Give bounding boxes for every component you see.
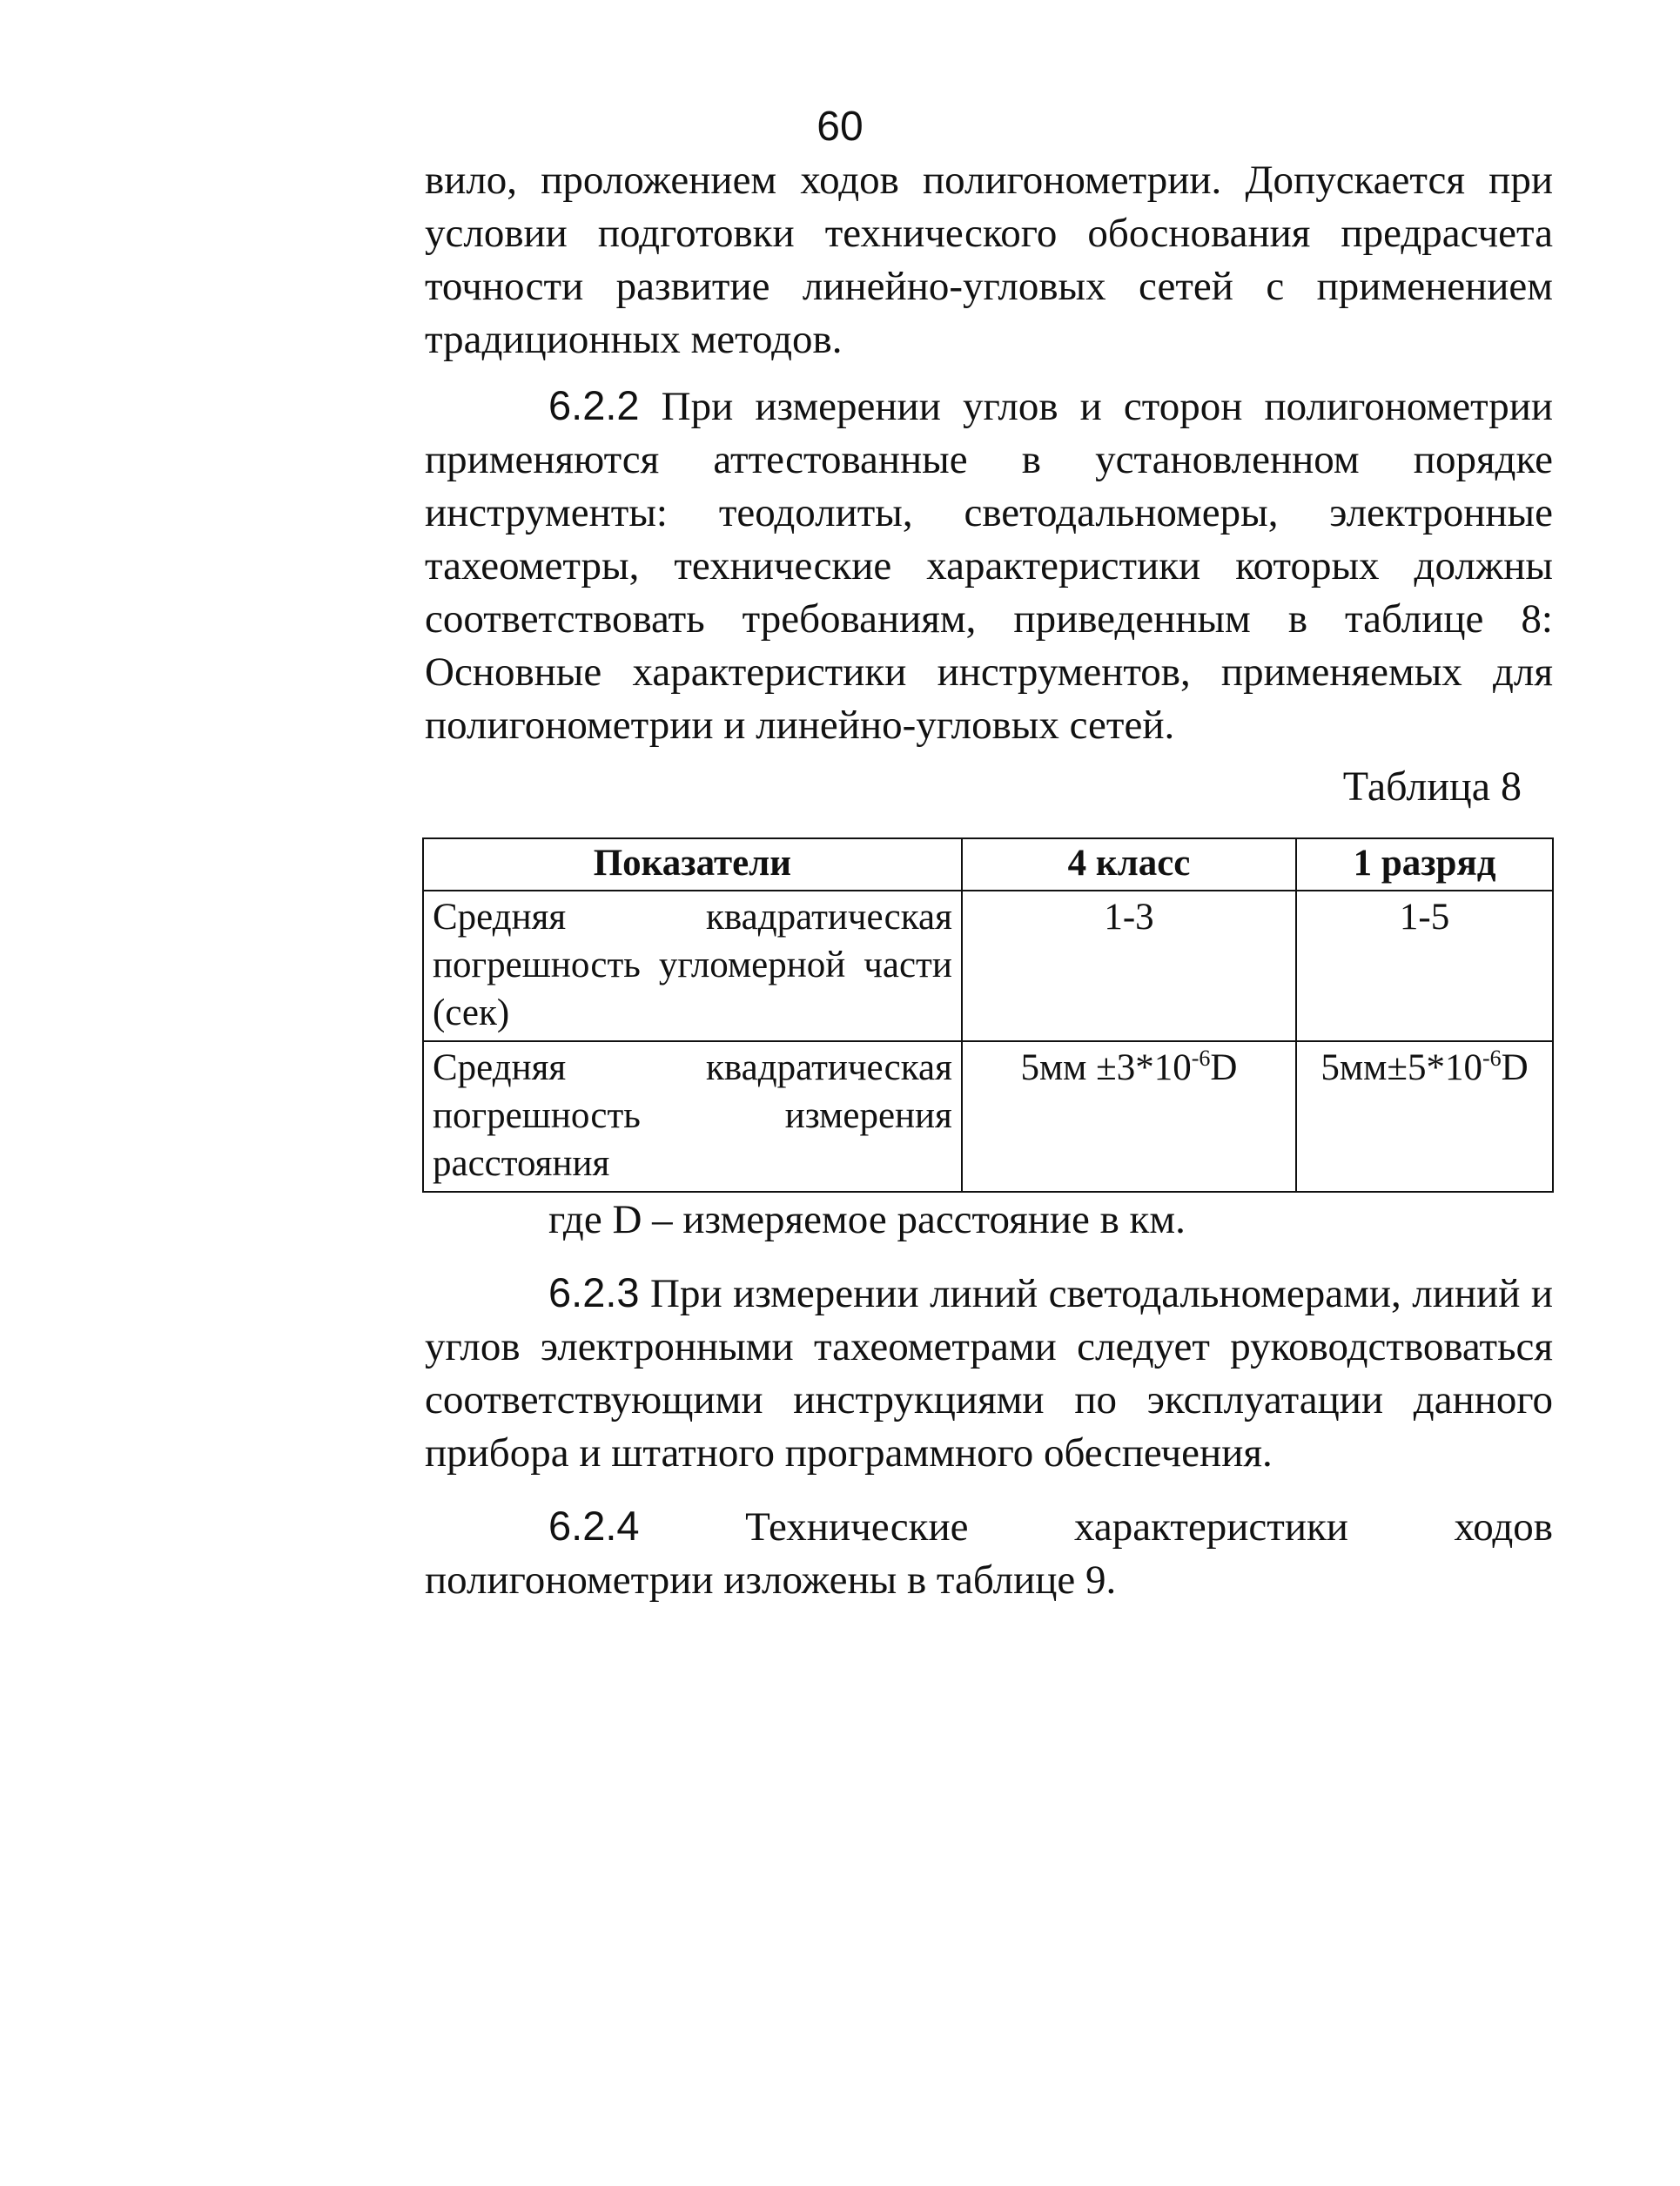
paragraph-text: где D – измеряемое расстояние в км. [548,1197,1186,1242]
cell-rank-1 [1296,1041,1553,1192]
text-block-bottom [425,1194,1553,1607]
cell-class-4 [962,1041,1296,1192]
text-block-top [425,154,1553,752]
section-number: 6.2.2 [548,382,640,428]
paragraph-note [425,1194,1553,1247]
paragraph-6-2-3 [425,1266,1553,1480]
column-header-rank-1: 1 разряд [1296,838,1553,891]
formula-exponent: -6 [1482,1046,1502,1071]
table-header-row [423,838,1553,891]
table-row [423,891,1553,1041]
column-header-indicators: Показатели [423,838,962,891]
characteristics-table [422,837,1554,1193]
section-number: 6.2.3 [548,1269,640,1315]
formula-base: 5мм±5*10 [1320,1047,1482,1088]
paragraph-continuation [425,154,1553,367]
formula-tail: D [1501,1047,1529,1088]
table-caption: Таблица 8 [1342,763,1522,810]
paragraph-6-2-4 [425,1499,1553,1607]
section-number: 6.2.4 [548,1503,640,1549]
paragraph-text: При измерении углов и сторон полигонометрии применяются аттестованные в установленном порядке инструменты: теодолиты, светодальномеры, электронные тахеометры, технические характеристики которых должны соответствовать требованиям, приведенным в таблице 8: Основные характеристики инструментов, применяемых для полигонометрии и линейно-угловых сетей. [425,384,1553,748]
cell-class-4: 1-3 [962,891,1296,1041]
paragraph-text: При измерении линий светодальномерами, линий и углов электронными тахеометрами следует руководствоваться соответствующими инструкциями по эксплуатации данного прибора и штатного программного обеспечения. [425,1271,1553,1476]
page-number: 60 [816,104,864,150]
row-label: Средняя квадратическая погрешность измерения расстояния [423,1041,962,1192]
paragraph-text: Технические характеристики ходов полигонометрии изложены в таблице 9. [425,1504,1553,1603]
paragraph-text: вило, проложением ходов полигонометрии. Допускается при условии подготовки технического обоснования предрасчета точности развитие линейно-угловых сетей с применением традиционных методов. [425,158,1553,362]
table-row [423,1041,1553,1192]
row-label: Средняя квадратическая погрешность угломерной части (сек) [423,891,962,1041]
column-header-class-4: 4 класс [962,838,1296,891]
formula-base: 5мм ±3*10 [1020,1047,1192,1088]
cell-rank-1: 1-5 [1296,891,1553,1041]
formula-tail: D [1210,1047,1238,1088]
formula-exponent: -6 [1191,1046,1211,1071]
paragraph-6-2-2 [425,379,1553,752]
